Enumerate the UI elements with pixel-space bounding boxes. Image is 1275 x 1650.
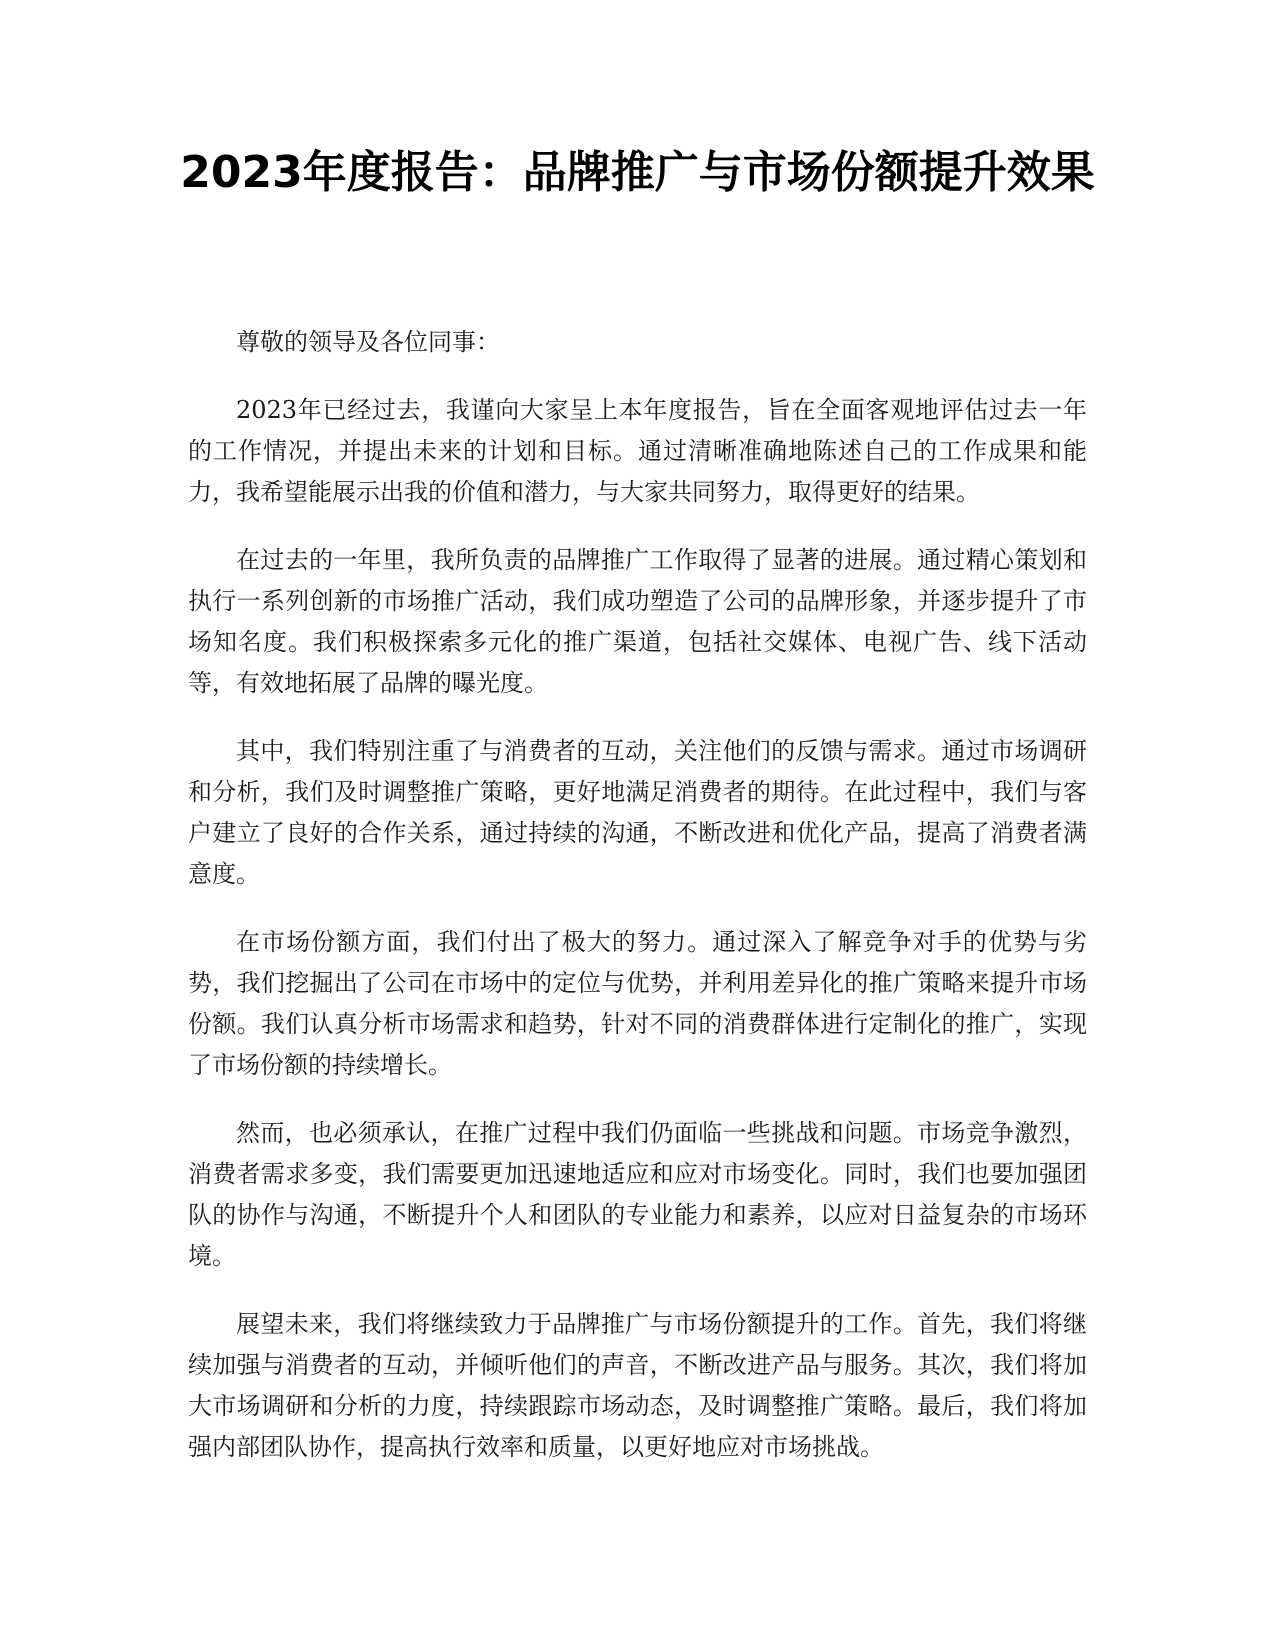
market-share-paragraph: 在市场份额方面，我们付出了极大的努力。通过深入了解竞争对手的优势与劣势，我们挖掘出了公司在市场中的定位与优势，并利用差异化的推广策略来提升市场份额。我们认真分析市场需求和趋势，针对不同的消费群体进行定制化的推广，实现了市场份额的持续增长。 bbox=[188, 928, 1087, 1079]
consumer-interaction-paragraph: 其中，我们特别注重了与消费者的互动，关注他们的反馈与需求。通过市场调研和分析，我们及时调整推广策略，更好地满足消费者的期待。在此过程中，我们与客户建立了良好的合作关系，通过持续的沟通，不断改进和优化产品，提高了消费者满意度。 bbox=[188, 737, 1087, 888]
intro-paragraph: 2023年已经过去，我谨向大家呈上本年度报告，旨在全面客观地评估过去一年的工作情况，并提出未来的计划和目标。通过清晰准确地陈述自己的工作成果和能力，我希望能展示出我的价值和潜力，与大家共同努力，取得更好的结果。 bbox=[188, 396, 1087, 506]
challenges-paragraph: 然而，也必须承认，在推广过程中我们仍面临一些挑战和问题。市场竞争激烈，消费者需求多变，我们需要更加迅速地适应和应对市场变化。同时，我们也要加强团队的协作与沟通，不断提升个人和团队的专业能力和素养，以应对日益复杂的市场环境。 bbox=[188, 1119, 1087, 1270]
greeting-paragraph: 尊敬的领导及各位同事： bbox=[236, 328, 500, 356]
brand-promotion-paragraph: 在过去的一年里，我所负责的品牌推广工作取得了显著的进展。通过精心策划和执行一系列创新的市场推广活动，我们成功塑造了公司的品牌形象，并逐步提升了市场知名度。我们积极探索多元化的推广渠道，包括社交媒体、电视广告、线下活动等，有效地拓展了品牌的曝光度。 bbox=[188, 546, 1087, 697]
document-title: 2023年度报告：品牌推广与市场份额提升效果 bbox=[180, 147, 1095, 198]
outlook-paragraph: 展望未来，我们将继续致力于品牌推广与市场份额提升的工作。首先，我们将继续加强与消费者的互动，并倾听他们的声音，不断改进产品与服务。其次，我们将加大市场调研和分析的力度，持续跟踪市场动态，及时调整推广策略。最后，我们将加强内部团队协作，提高执行效率和质量，以更好地应对市场挑战。 bbox=[188, 1310, 1087, 1461]
document-body bbox=[188, 322, 1087, 1495]
